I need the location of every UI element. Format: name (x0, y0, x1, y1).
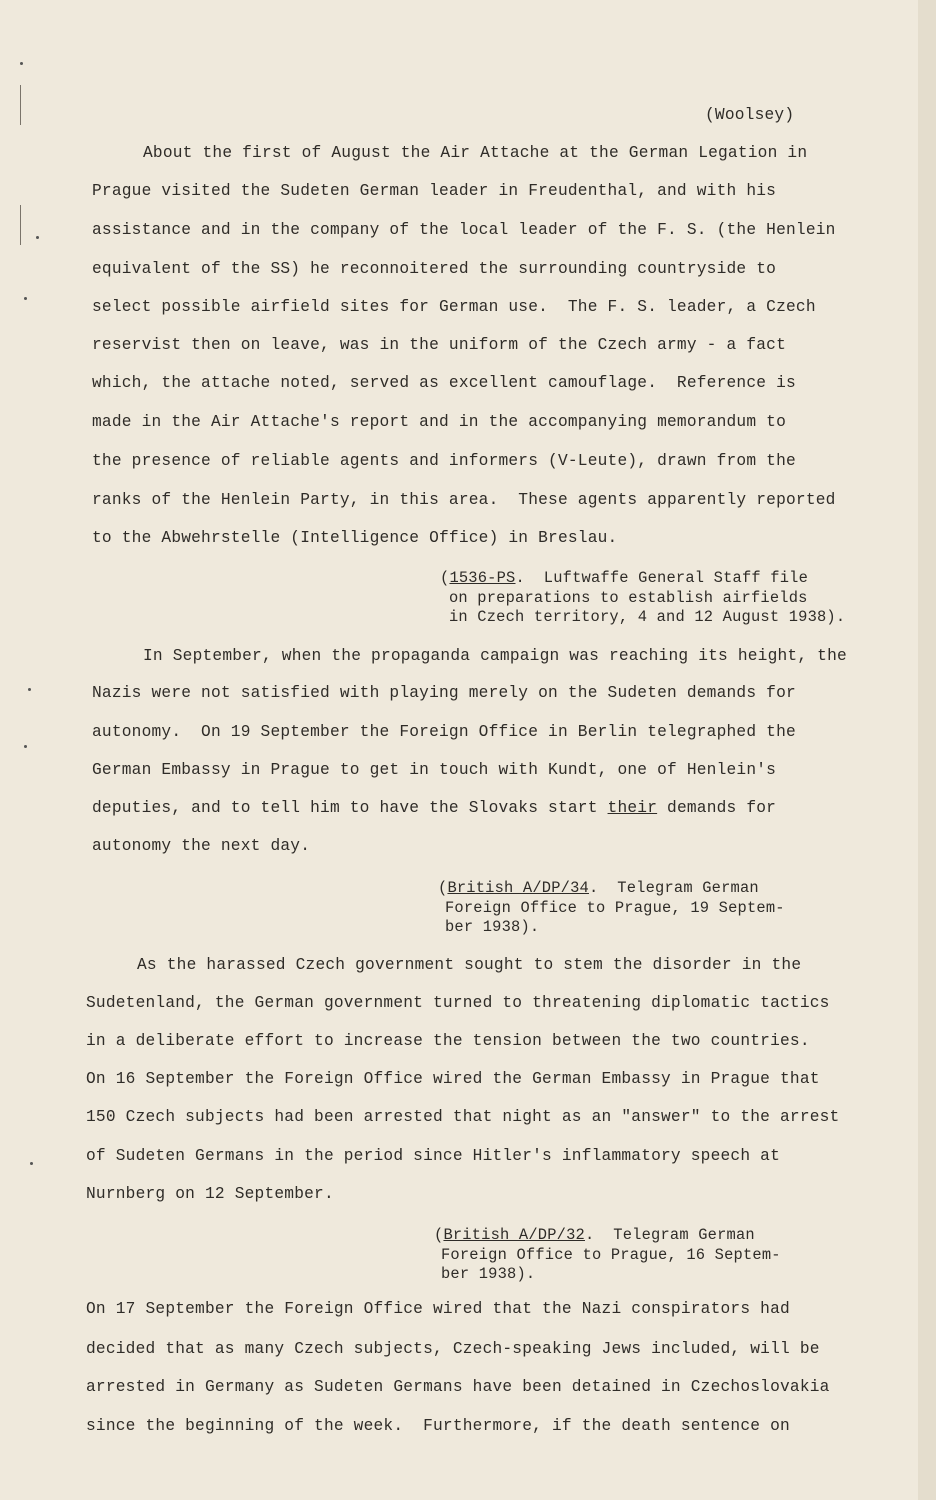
punch-mark (24, 297, 27, 300)
text-line: autonomy. On 19 September the Foreign Office in Berlin telegraphed the (92, 723, 796, 741)
text-line: select possible airfield sites for German use. The F. S. leader, a Czech (92, 298, 816, 316)
citation: (British A/DP/32. Telegram German (434, 1226, 755, 1244)
text-line: 150 Czech subjects had been arrested that night as an "answer" to the arrest (86, 1108, 840, 1126)
punch-mark (20, 62, 23, 65)
text-line: About the first of August the Air Attache at the German Legation in (143, 144, 808, 162)
punch-mark (30, 1162, 33, 1165)
text-line: In September, when the propaganda campaign was reaching its height, the (143, 647, 847, 665)
citation-line: ber 1938). (445, 918, 540, 936)
text-line: since the beginning of the week. Furthermore, if the death sentence on (86, 1417, 790, 1435)
text-line: deputies, and to tell him to have the Slovaks start their demands for (92, 799, 777, 817)
text-line: On 17 September the Foreign Office wired that the Nazi conspirators had (86, 1300, 790, 1318)
text-line: equivalent of the SS) he reconnoitered the surrounding countryside to (92, 260, 777, 278)
punch-mark (24, 745, 27, 748)
text-line: made in the Air Attache's report and in the accompanying memorandum to (92, 413, 786, 431)
text-line: arrested in Germany as Sudeten Germans have been detained in Czechoslovakia (86, 1378, 830, 1396)
margin-line (20, 205, 21, 245)
text-line: decided that as many Czech subjects, Czech-speaking Jews included, will be (86, 1340, 820, 1358)
text-line: Sudetenland, the German government turned to threatening diplomatic tactics (86, 994, 830, 1012)
text-line: Prague visited the Sudeten German leader in Freudenthal, and with his (92, 182, 777, 200)
text-line: assistance and in the company of the local leader of the F. S. (the Henlein (92, 221, 836, 239)
citation-line: Foreign Office to Prague, 19 Septem- (445, 899, 785, 917)
text-line: autonomy the next day. (92, 837, 311, 855)
text-line: the presence of reliable agents and informers (V-Leute), drawn from the (92, 452, 796, 470)
text-line: German Embassy in Prague to get in touch with Kundt, one of Henlein's (92, 761, 777, 779)
citation: (British A/DP/34. Telegram German (438, 879, 759, 897)
text-line: which, the attache noted, served as excellent camouflage. Reference is (92, 374, 796, 392)
punch-mark (28, 688, 31, 691)
citation-line: on preparations to establish airfields (449, 589, 808, 607)
citation-line: Foreign Office to Prague, 16 Septem- (441, 1246, 781, 1264)
text-line: ranks of the Henlein Party, in this area. These agents apparently reported (92, 491, 836, 509)
page-edge (918, 0, 936, 1500)
citation-ref: 1536-PS (449, 569, 516, 587)
emphasized-word: their (607, 799, 658, 817)
text-line: Nazis were not satisfied with playing merely on the Sudeten demands for (92, 684, 796, 702)
citation-line: in Czech territory, 4 and 12 August 1938). (449, 608, 846, 626)
text-line: Nurnberg on 12 September. (86, 1185, 334, 1203)
author-tag: (Woolsey) (705, 106, 795, 124)
citation: (1536-PS. Luftwaffe General Staff file (440, 569, 809, 587)
text-line: to the Abwehrstelle (Intelligence Office) in Breslau. (92, 529, 618, 547)
text-line: in a deliberate effort to increase the tension between the two countries. (86, 1032, 810, 1050)
citation-line: ber 1938). (441, 1265, 536, 1283)
text-line: As the harassed Czech government sought to stem the disorder in the (137, 956, 802, 974)
citation-ref: British A/DP/32 (443, 1226, 585, 1244)
text-line: reservist then on leave, was in the uniform of the Czech army - a fact (92, 336, 786, 354)
punch-mark (36, 236, 39, 239)
text-line: On 16 September the Foreign Office wired the German Embassy in Prague that (86, 1070, 820, 1088)
citation-ref: British A/DP/34 (447, 879, 589, 897)
text-line: of Sudeten Germans in the period since Hitler's inflammatory speech at (86, 1147, 780, 1165)
margin-line (20, 85, 21, 125)
